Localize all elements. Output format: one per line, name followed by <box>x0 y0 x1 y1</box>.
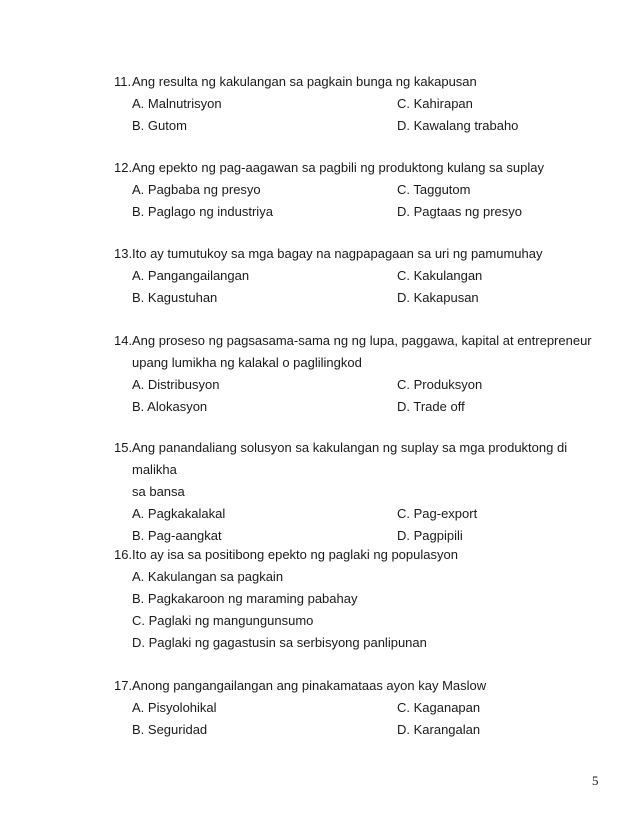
page-number: 5 <box>592 773 599 788</box>
question-number: 15. <box>114 440 133 455</box>
question-text: Ang epekto ng pag-aagawan sa pagbili ng produktong kulang sa suplay <box>132 160 544 175</box>
question-text-line-2: sa bansa <box>132 484 185 499</box>
question-stem <box>114 330 604 352</box>
options-row <box>114 697 604 719</box>
question-number: 13. <box>114 246 133 261</box>
option-d: D. Pagtaas ng presyo <box>397 204 523 219</box>
option-d: D. Pagpipili <box>397 528 463 543</box>
option-b: B. Paglago ng industriya <box>132 204 273 219</box>
options-row <box>114 201 604 223</box>
question-17 <box>114 675 604 741</box>
option-d: D. Trade off <box>397 399 465 414</box>
option-b: B. Alokasyon <box>132 399 208 414</box>
options-row <box>114 287 604 309</box>
option-a: A. Malnutrisyon <box>132 96 222 111</box>
question-number: 14. <box>114 333 133 348</box>
option-a: A. Pagbaba ng presyo <box>132 182 261 197</box>
option-d: D. Kakapusan <box>397 290 479 305</box>
question-number: 16. <box>114 547 133 562</box>
option-a: A. Pagkakalakal <box>132 506 226 521</box>
option-b: B. Pagkakaroon ng maraming pabahay <box>132 591 358 606</box>
question-number: 11. <box>114 74 132 89</box>
question-number: 12. <box>114 160 133 175</box>
question-stem <box>114 437 604 481</box>
option-b: B. Gutom <box>132 118 187 133</box>
question-stem <box>114 675 604 697</box>
question-16 <box>114 544 604 654</box>
option-a: A. Pisyolohikal <box>132 700 217 715</box>
options-row <box>114 719 604 741</box>
option-c: C. Kahirapan <box>397 96 473 111</box>
question-text: Ito ay tumutukoy sa mga bagay na nagpapagaan sa uri ng pamumuhay <box>132 246 543 261</box>
options-row <box>114 503 604 525</box>
option-d: D. Paglaki ng gagastusin sa serbisyong panlipunan <box>132 635 427 650</box>
question-14 <box>114 330 604 418</box>
question-stem <box>114 71 604 93</box>
question-text-line-1: Ang panandaliang solusyon sa kakulangan ng suplay sa mga produktong di malikha <box>132 440 568 477</box>
question-number: 17. <box>114 678 133 693</box>
options-row <box>114 179 604 201</box>
question-13 <box>114 243 604 309</box>
option-d: D. Kawalang trabaho <box>397 118 519 133</box>
option-c: C. Kakulangan <box>397 268 483 283</box>
question-text: Anong pangangailangan ang pinakamataas ayon kay Maslow <box>132 678 487 693</box>
question-text: Ang resulta ng kakulangan sa pagkain bunga ng kakapusan <box>132 74 477 89</box>
options-row <box>114 93 604 115</box>
option-b: B. Seguridad <box>132 722 208 737</box>
question-stem <box>114 157 604 179</box>
question-12 <box>114 157 604 223</box>
options-row <box>114 374 604 396</box>
options-row <box>114 115 604 137</box>
question-stem <box>114 243 604 265</box>
option-b: B. Pag-aangkat <box>132 528 222 543</box>
option-c: C. Produksyon <box>397 377 483 392</box>
question-text-line-1: Ang proseso ng pagsasama-sama ng ng lupa, paggawa, kapital at entrepreneur <box>132 333 592 348</box>
option-a: A. Distribusyon <box>132 377 220 392</box>
option-d: D. Karangalan <box>397 722 481 737</box>
option-c: C. Paglaki ng mangungunsumo <box>132 613 314 628</box>
question-text-line-2: upang lumikha ng kalakal o paglilingkod <box>132 355 362 370</box>
option-a: A. Kakulangan sa pagkain <box>132 569 284 584</box>
question-11 <box>114 71 604 137</box>
options-row <box>114 396 604 418</box>
options-row <box>114 265 604 287</box>
option-c: C. Taggutom <box>397 182 471 197</box>
question-text: Ito ay isa sa positibong epekto ng paglaki ng populasyon <box>132 547 458 562</box>
question-15 <box>114 437 604 547</box>
option-c: C. Pag-export <box>397 506 478 521</box>
question-stem <box>114 544 604 566</box>
option-c: C. Kaganapan <box>397 700 481 715</box>
option-b: B. Kagustuhan <box>132 290 218 305</box>
option-a: A. Pangangailangan <box>132 268 250 283</box>
